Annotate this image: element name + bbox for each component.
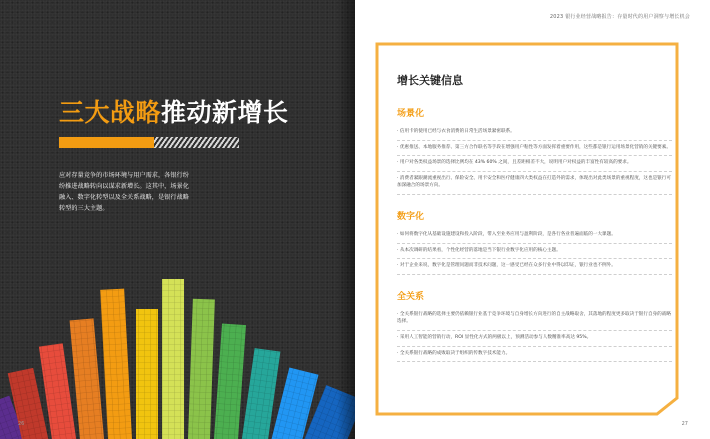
section-heading: 场景化 [397, 109, 425, 119]
page-number-left: 26 [18, 421, 25, 427]
stripe-hatched [154, 137, 239, 148]
list-item: · 对于企业来说，数字化是管理问题而非技术问题，这一感受已经在众多行业中得以印证，银行业也不例外。 [397, 259, 672, 275]
intro-paragraph: 应对存量竞争的市场环境与用户需求，各银行纷纷推进战略转向以谋求新增长。这其中，场景化融入、数字化转型以及全关系战略，是银行战略转型的三大主题。 [59, 172, 189, 212]
list-item: · 从本次调研的结果看，个性化经营的落地是当下银行业数字化应用的核心主题。 [397, 244, 672, 260]
key-info-card [397, 72, 672, 376]
right-page [355, 0, 710, 439]
stripe-solid [59, 137, 154, 148]
decorative-bar [100, 289, 133, 439]
decorative-bar [70, 318, 106, 439]
decorative-bar [162, 279, 184, 439]
headline-accent: 三大战略 [59, 98, 162, 127]
page-number-right: 27 [681, 421, 688, 427]
list-item: · 消费者紧跟潮流重视出行、保险安全、用卡安全和医疗健康四大类权益在打造外的需求，体现出对此类场景的重视程度，这也是银行可加深融合的场景方向。 [397, 172, 672, 195]
decorative-bar [187, 299, 215, 439]
list-item: · 优惠推送、本地服务推荐、第三方合作联名等手段在增强用户粘性等方面发挥着重要作用，这些都是银行运用场景化营销的关键要素。 [397, 141, 672, 157]
section-heading: 数字化 [397, 211, 425, 222]
decorative-bar [239, 348, 280, 439]
page-headline [59, 93, 289, 129]
running-header: 2023 银行业经营战略报告：存量时代的用户洞察与增长机会 [549, 14, 690, 20]
list-item: · 用户对各类权益场景的选择比例均在 43% 60% 之间，且差距相差不大，说明用户对权益的丰富性有较高的要求。 [397, 156, 672, 172]
card-title: 增长关键信息 [397, 74, 463, 87]
list-item: · 信用卡的使用已经与衣食消费的日常生活场景紧密联系。 [397, 125, 672, 141]
list-item: · 全关系银行战略的选择主要仍依赖银行业基于竞争环境与自身增长方向进行的自主战略取舍，其落地的程度更多取决于银行自身的战略选择。 [397, 308, 672, 331]
decorative-bar [136, 309, 158, 439]
section-digital [397, 209, 672, 275]
decorative-bar [213, 323, 246, 439]
list-item: · 如何将数字化从基础设施建设和投入阶段，带入至业务应用与盈利阶段，是各行各业普遍面临的一大课题。 [397, 228, 672, 244]
decorative-stripe-bar [59, 137, 239, 148]
rainbow-bar-illustration [0, 230, 355, 439]
list-item: · 全关系银行战略的成败取决于组织的传数字技术能力。 [397, 347, 672, 363]
section-heading: 全关系 [397, 291, 425, 302]
list-item: · 采用人工智能的营销行动，ROI 显性化方式的两极以上，预测活动参与人数精准率高达 95%。 [397, 331, 672, 347]
section-scenario [397, 106, 672, 195]
section-full-relationship [397, 289, 672, 362]
spine-shadow [337, 0, 355, 439]
headline-main: 推动新增长 [161, 98, 289, 127]
